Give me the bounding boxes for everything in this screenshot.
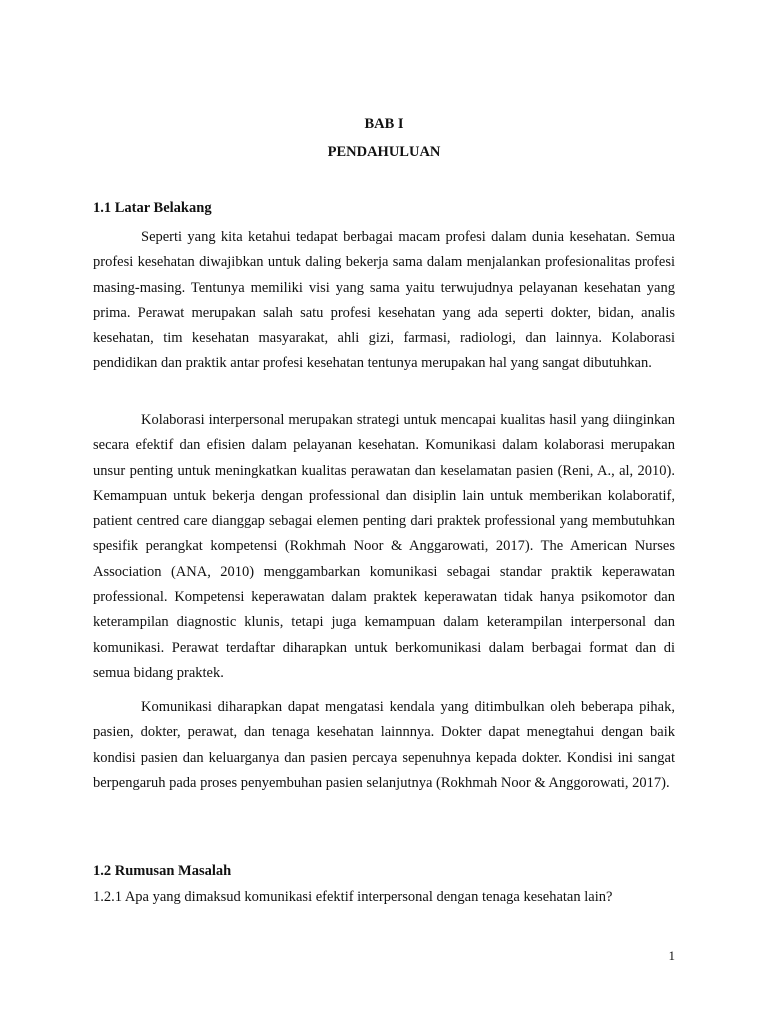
paragraph-1: Seperti yang kita ketahui tedapat berbagai macam profesi dalam dunia kesehatan. Semua profesi kesehatan diwajibkan untuk daling bekerja sama dalam menjalankan profesionalitas profesi masing-masing. Tentunya memiliki visi yang sama yaitu terwujudnya pelayanan kesehatan yang prima. Perawat merupakan salah satu profesi kesehatan yang ada seperti dokter, bidan, analis kesehatan, tim kesehatan masyarakat, ahli gizi, farmasi, radiologi, dan lainnya. Kolaborasi pendidikan dan praktik antar profesi kesehatan tentunya merupakan hal yang sangat dibutuhkan. (93, 229, 675, 372)
paragraph-3: Komunikasi diharapkan dapat mengatasi kendala yang ditimbulkan oleh beberapa pihak, pasien, dokter, perawat, dan tenaga kesehatan lainnnya. Dokter dapat menegtahui dengan baik kondisi pasien dan keluarganya dan pasien percaya sepenuhnya kepada dokter. Kondisi ini sangat berpengaruh pada proses penyembuhan pasien selanjutnya (Rokhmah Noor & Anggorowati, 2017). (93, 699, 675, 791)
section-heading-latar-belakang: 1.1 Latar Belakang (93, 200, 212, 216)
research-question-1: 1.2.1 Apa yang dimaksud komunikasi efektif interpersonal dengan tenaga kesehatan lain? (93, 889, 613, 905)
chapter-title: PENDAHULUAN (327, 144, 441, 160)
chapter-number: BAB I (364, 116, 404, 132)
section-heading-rumusan-masalah: 1.2 Rumusan Masalah (93, 863, 232, 879)
page-number: 1 (668, 948, 675, 963)
paragraph-2: Kolaborasi interpersonal merupakan strategi untuk mencapai kualitas hasil yang diinginkan secara efektif dan efisien dalam pelayanan kesehatan. Komunikasi dalam kolaborasi merupakan unsur penting untuk meningkatkan kualitas perawatan dan keselamatan pasien (Reni, A., al, 2010). Kemampuan untuk bekerja dengan professional dan disiplin lain untuk memberikan kolaboratif, patient centred care dianggap sebagai elemen penting dari praktek professional yang membutuhkan spesifik perangkat kompetensi (Rokhmah Noor & Anggarowati, 2017). The American Nurses Association (ANA, 2010) menggambarkan komunikasi sebagai standar praktik keperawatan professional. Kompetensi keperawatan dalam praktek keperawatan tidak hanya psikomotor dan keterampilan diagnostic klunis, tetapi juga kemampuan dalam keterampilan interpersonal dan komunikasi. Perawat terdaftar diharapkan untuk berkomunikasi dalam berbagai format dan di semua bidang praktek. (93, 412, 675, 681)
